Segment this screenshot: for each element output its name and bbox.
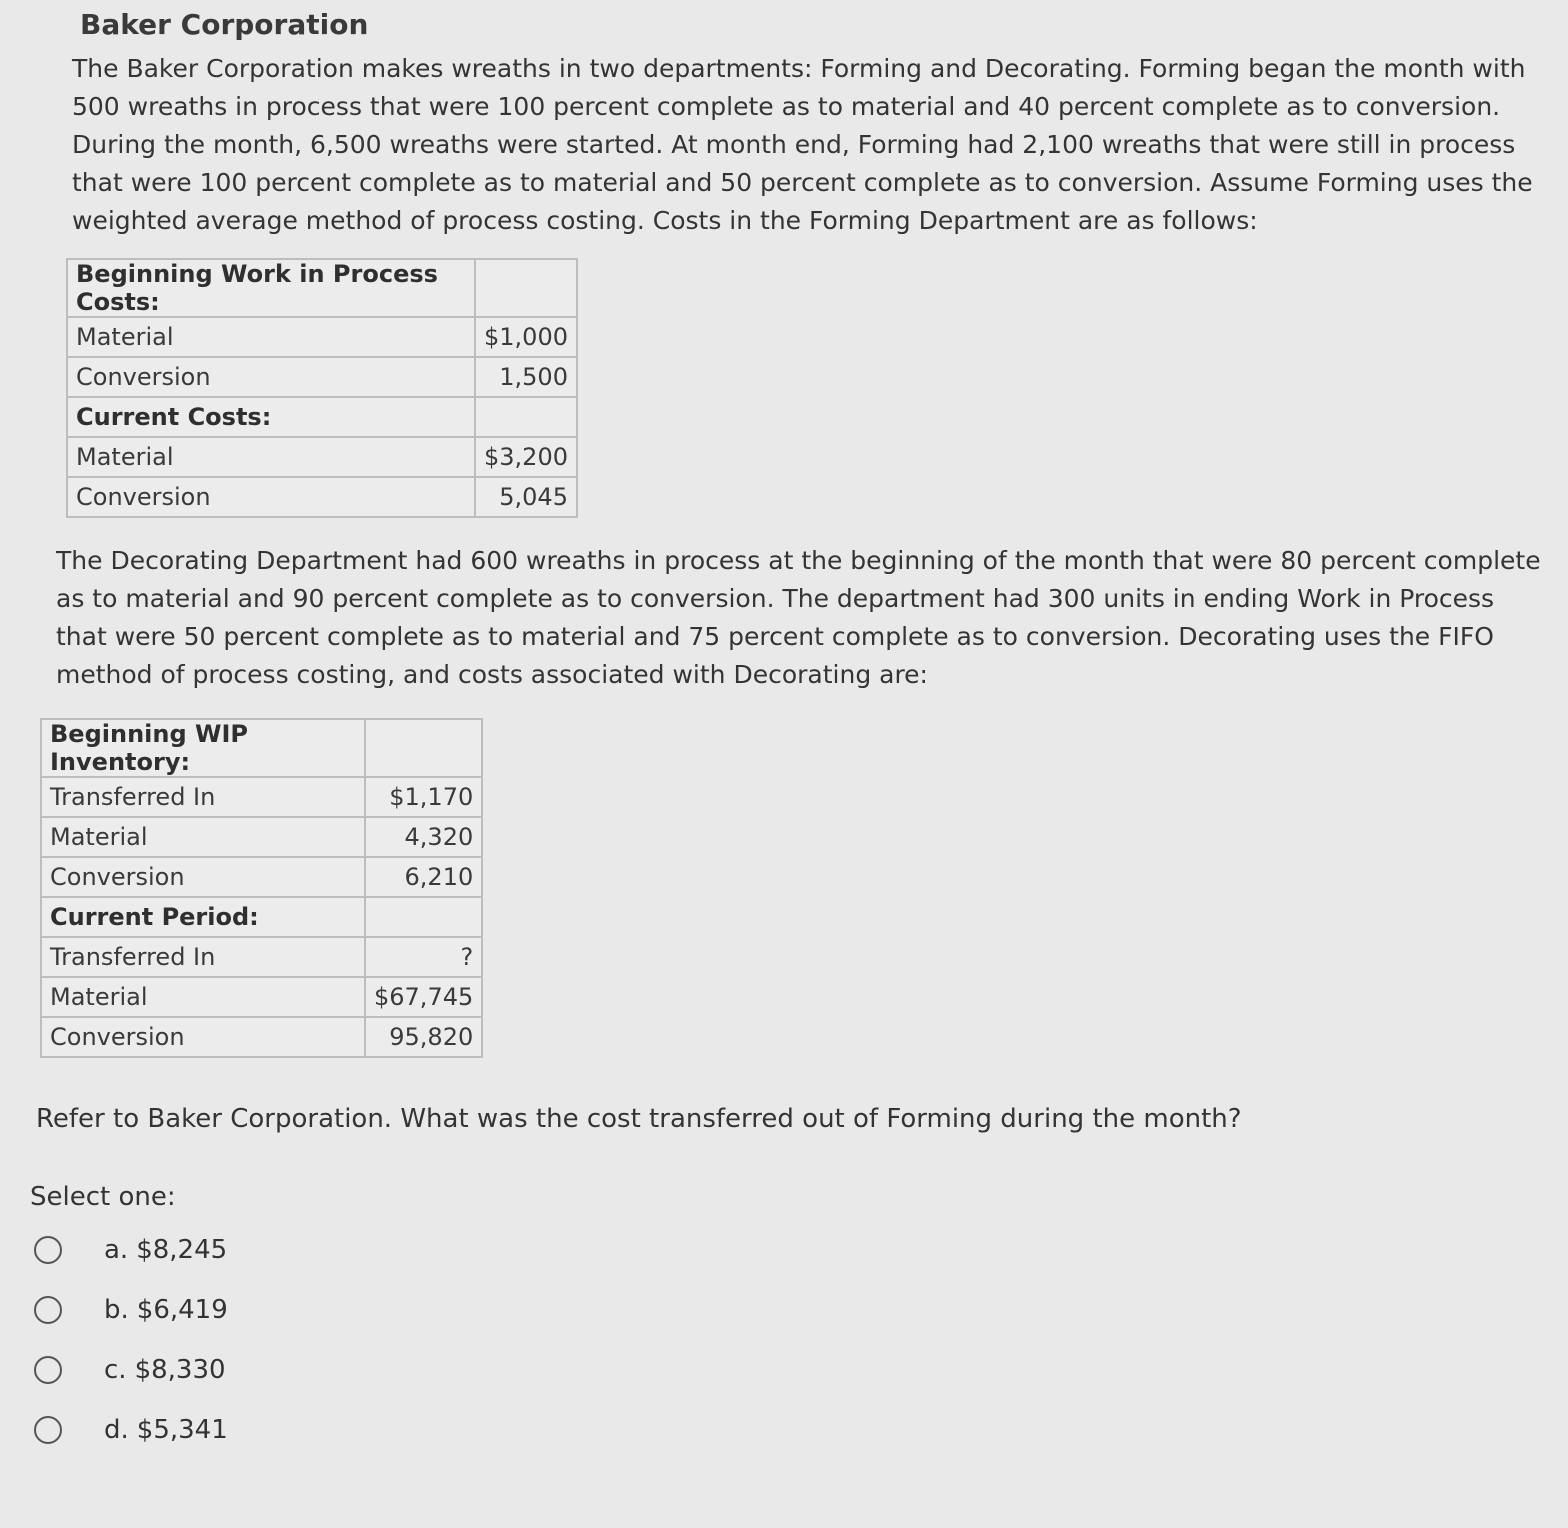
forming-cost-table [66,258,578,518]
radio-button-c[interactable] [34,1356,62,1384]
row-label: Conversion [41,857,365,897]
row-value: 4,320 [365,817,482,857]
answer-options [34,1220,434,1460]
table-row [41,937,482,977]
forming-description: The Baker Corporation makes wreaths in two departments: Forming and Decorating. Forming began the month with 500 wreaths in process that were 100 percent complete as to material and 40 percent complete as to conversion. During the month, 6,500 wreaths were started. At month end, Forming had 2,100 wreaths that were still in process that were 100 percent complete as to material and 50 percent complete as to conversion. Assume Forming uses the weighted average method of process costing. Costs in the Forming Department are as follows: [72,54,1533,235]
section-header: Beginning Work in Process Costs: [67,259,475,317]
option-letter: c. [104,1355,127,1385]
decorating-description: The Decorating Department had 600 wreaths in process at the beginning of the month that were 80 percent complete as to material and 90 percent complete as to conversion. The department had 300 units in ending Work in Process that were 50 percent complete as to material and 75 percent complete as to conversion. Decorating uses the FIFO method of process costing, and costs associated with Decorating are: [56,546,1541,689]
empty-cell [365,897,482,937]
table-row [41,1017,482,1057]
row-label: Material [67,317,475,357]
row-label: Conversion [67,357,475,397]
section-header: Current Period: [41,897,365,937]
table-row [67,357,577,397]
option-letter: d. [104,1415,129,1445]
option-text: $6,419 [136,1295,228,1325]
row-label: Material [67,437,475,477]
row-label: Conversion [67,477,475,517]
option-c[interactable] [34,1340,434,1400]
option-letter: b. [104,1295,129,1325]
option-b[interactable] [34,1280,434,1340]
table-row [41,977,482,1017]
radio-button-d[interactable] [34,1416,62,1444]
page-title: Baker Corporation [80,8,369,41]
row-value: $67,745 [365,977,482,1017]
empty-cell [365,719,482,777]
row-value: 1,500 [475,357,577,397]
table-section-row [41,719,482,777]
table-row [67,317,577,357]
select-one-label: Select one: [30,1182,176,1212]
row-label: Material [41,817,365,857]
row-value: 5,045 [475,477,577,517]
table-row [67,437,577,477]
option-d[interactable] [34,1400,434,1460]
row-value: 95,820 [365,1017,482,1057]
section-header: Beginning WIP Inventory: [41,719,365,777]
table-row [67,477,577,517]
row-value: 6,210 [365,857,482,897]
row-label: Transferred In [41,777,365,817]
table-section-row [67,259,577,317]
row-value: $3,200 [475,437,577,477]
row-label: Conversion [41,1017,365,1057]
option-a[interactable] [34,1220,434,1280]
table-row [41,817,482,857]
row-value: $1,000 [475,317,577,357]
row-label: Transferred In [41,937,365,977]
radio-button-b[interactable] [34,1296,62,1324]
option-text: $8,330 [134,1355,226,1385]
option-letter: a. [104,1235,129,1265]
table-row [41,857,482,897]
row-label: Material [41,977,365,1017]
table-section-row [67,397,577,437]
empty-cell [475,397,577,437]
empty-cell [475,259,577,317]
section-header: Current Costs: [67,397,475,437]
option-text: $8,245 [136,1235,228,1265]
radio-button-a[interactable] [34,1236,62,1264]
table-row [41,777,482,817]
row-value: $1,170 [365,777,482,817]
row-value: ? [365,937,482,977]
decorating-cost-table [40,718,483,1058]
option-text: $5,341 [136,1415,228,1445]
table-section-row [41,897,482,937]
question-text: Refer to Baker Corporation. What was the cost transferred out of Forming during the month? [36,1104,1242,1134]
